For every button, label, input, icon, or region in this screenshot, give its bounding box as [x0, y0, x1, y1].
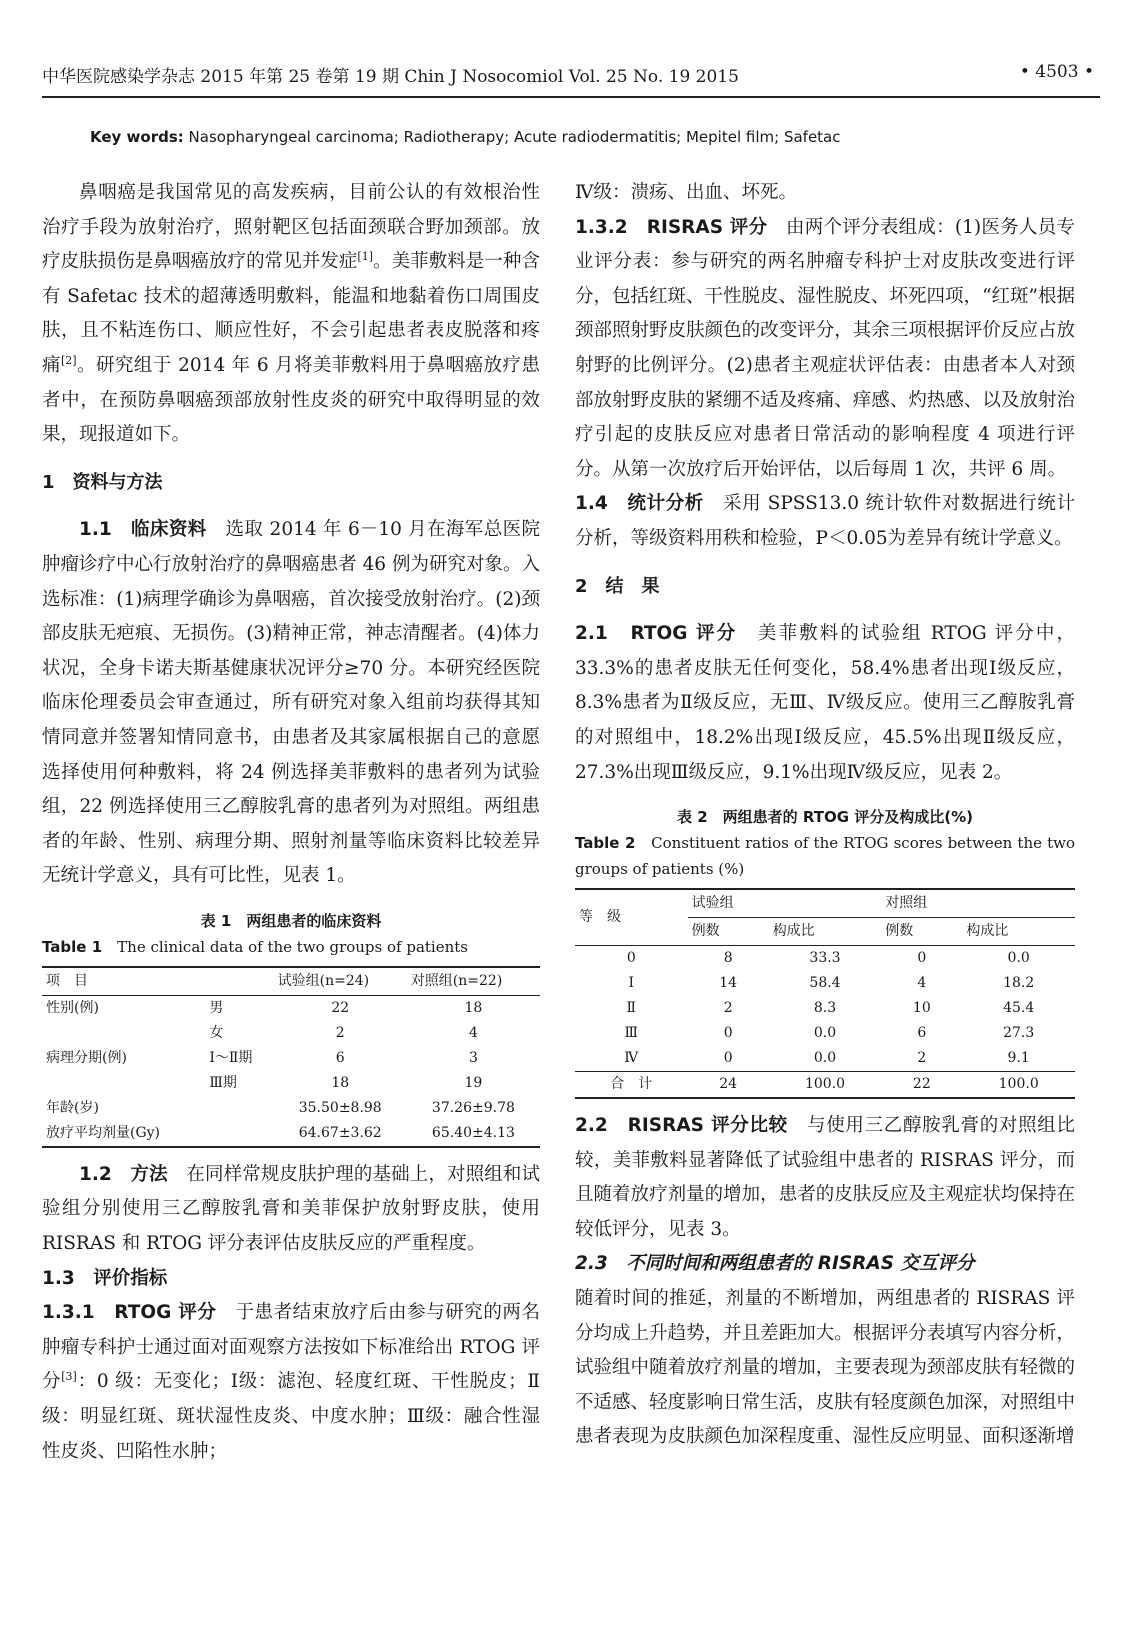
table-2-caption-en: Table 2 Constituent ratios of the RTOG scores between the two groups of patients (%)	[575, 834, 1075, 879]
section-1-heading: 1 资料与方法	[42, 471, 163, 493]
table-1-caption-cn: 表 1 两组患者的临床资料	[200, 911, 382, 930]
ref-1[interactable]: [1]	[357, 250, 373, 264]
table-2-header-pct: 构成比	[962, 918, 1075, 946]
table-1-caption-en: Table 1 The clinical data of the two groups of patients	[42, 937, 468, 956]
table-row: Ⅳ 0 0.0 2 9.1	[624, 1050, 1030, 1067]
keywords-label: Key words:	[90, 128, 184, 146]
section-1-2: 1.2 方法 在同样常规皮肤护理的基础上，对照组和试验组分别使用三乙醇胺乳膏和美菲保护放射野皮肤，使用 RISRAS 和 RTOG 评分表评估皮肤反应的严重程度。	[42, 1163, 540, 1255]
section-1-1-title: 1.1 临床资料	[79, 519, 207, 541]
section-2-2: 2.2 RISRAS 评分比较 与使用三乙醇胺乳膏的对照组比较，美菲敷料显著降低了试验组中患者的 RISRAS 评分，而且随着放疗剂量的增加，患者的皮肤反应及主观症状均保持在较低评分，见表 3。	[575, 1115, 1075, 1240]
table-row: 病理分期(例) Ⅰ～Ⅱ期 6 3	[46, 1049, 478, 1066]
section-1-3-1: 1.3.1 RTOG 评分 于患者结束放疗后由参与研究的两名肿瘤专科护士通过面对面观察方法按如下标准给出 RTOG 评分[3]：0 级：无变化；Ⅰ级：滤泡、轻度红斑、干性脱皮；Ⅱ级：明显红斑、斑状湿性皮炎、中度水肿；Ⅲ级：融合性湿性皮炎、凹陷性水肿；	[42, 1302, 540, 1462]
grade-continuation: Ⅳ级：溃疡、出血、坏死。	[575, 182, 797, 203]
page-number: • 4503 •	[1019, 62, 1094, 82]
table-row: 0 8 33.3 0 0.0	[626, 950, 1030, 967]
journal-citation: 中华医院感染学杂志 2015 年第 25 卷第 19 期 Chin J Nosocomiol Vol. 25 No. 19 2015	[42, 67, 739, 87]
table-row: 女 2 4	[209, 1024, 478, 1041]
table-2-header-grade: 等 级	[575, 889, 688, 946]
section-1-4-title: 1.4 统计分析	[575, 493, 704, 515]
running-header	[42, 56, 1100, 98]
table-2-caption-cn: 表 2 两组患者的 RTOG 评分及构成比(%)	[676, 808, 974, 827]
ref-2[interactable]: [2]	[60, 353, 77, 367]
section-1-3-1-title: 1.3.1 RTOG 评分	[42, 1302, 217, 1324]
table-1-header-item: 项 目	[42, 967, 274, 996]
table-row: 年龄(岁) 35.50±8.98 37.26±9.78	[46, 1099, 515, 1116]
section-2-1-title: 2.1 RTOG 评分	[575, 623, 738, 645]
left-column	[42, 176, 540, 1469]
section-1-4: 1.4 统计分析 采用 SPSS13.0 统计软件对数据进行统计分析，等级资料用秩和检验，P＜0.05为差异有统计学意义。	[575, 493, 1075, 549]
table-row: Ⅰ 14 58.4 4 18.2	[628, 975, 1035, 992]
section-1-1: 1.1 临床资料 选取 2014 年 6－10 月在海军总医院肿瘤诊疗中心行放射治疗的鼻咽癌患者 46 例为研究对象。入选标准：(1)病理学确诊为鼻咽癌，首次接受放射治疗。(2)颈部皮肤无疤痕、无损伤。(3)精神正常，神志清醒者。(4)体力状况，全身卡诺夫斯基健康状况评分≥70 分。本研究经医院临床伦理委员会审查通过，所有研究对象入组前均获得其知情同意并签署知情同意书，由患者及其家属根据自己的意愿选择使用何种敷料，将 24 例选择美菲敷料的患者列为试验组，22 例选择使用三乙醇胺乳膏的患者列为对照组。两组患者的年龄、性别、病理分期、照射剂量等临床资料比较差异无统计学意义，具有可比性，见表 1。	[42, 519, 540, 887]
table-row: Ⅱ 2 8.3 10 45.4	[626, 1000, 1035, 1017]
section-2-2-title: 2.2 RISRAS 评分比较	[575, 1115, 788, 1137]
table-1-header-ctl: 对照组(n=22)	[407, 967, 540, 996]
ref-3[interactable]: [3]	[61, 1370, 77, 1384]
section-2-3-title: 2.3 不同时间和两组患者的 RISRAS 交互评分	[575, 1253, 975, 1275]
table-1	[42, 966, 540, 1148]
section-1-2-title: 1.2 方法	[79, 1163, 168, 1185]
section-2-3: 2.3 不同时间和两组患者的 RISRAS 交互评分 随着时间的推延，剂量的不断增加，两组患者的 RISRAS 评分均成上升趋势，并且差距加大。根据评分表填写内容分析，试验组中随着放疗剂量的增加，主要表现为颈部皮肤有轻微的不适感、轻度影响日常生活，皮肤有轻度颜色加深，对照组中患者表现为皮肤颜色加深程度重、湿性反应明显、面积逐渐增	[575, 1253, 1075, 1448]
table-total-row: 合 计 24 100.0 22 100.0	[575, 1072, 1075, 1099]
table-1-header-exp: 试验组(n=24)	[274, 967, 407, 996]
section-1-3-heading: 1.3 评价指标	[42, 1267, 168, 1289]
table-row: Ⅲ 0 0.0 6 27.3	[624, 1025, 1035, 1042]
section-1-3-2: 1.3.2 RISRAS 评分 由两个评分表组成：(1)医务人员专业评分表：参与研究的两名肿瘤专科护士对皮肤改变进行评分，包括红斑、干性脱皮、湿性脱皮、坏死四项，“红斑”根据颈部照射野皮肤颜色的改变评分，其余三项根据评价反应占放射野的比例评分。(2)患者主观症状评估表：由患者本人对颈部放射野皮肤的紧绷不适及疼痛、痒感、灼热感、以及放射治疗引起的皮肤反应对患者日常活动的影响程度 4 项进行评分。从第一次放疗后开始评估，以后每周 1 次，共评 6 周。	[575, 216, 1075, 480]
table-row: 性别(例) 男 22 18	[46, 999, 483, 1016]
table-2-header-ctl: 对照组	[881, 889, 1075, 918]
table-2-header-pct: 构成比	[769, 918, 882, 946]
keywords	[90, 128, 1080, 146]
section-2-1: 2.1 RTOG 评分 美菲敷料的试验组 RTOG 评分中，33.3%的患者皮肤无任何变化，58.4%患者出现Ⅰ级反应，8.3%患者为Ⅱ级反应，无Ⅲ、Ⅳ级反应。使用三乙醇胺乳膏的对照组中，18.2%出现Ⅰ级反应，45.5%出现Ⅱ级反应，27.3%出现Ⅲ级反应，9.1%出现Ⅳ级反应，见表 2。	[575, 623, 1075, 783]
right-column	[575, 176, 1075, 1455]
table-row: 放疗平均剂量(Gy) 64.67±3.62 65.40±4.13	[42, 1121, 540, 1147]
table-2-header-exp: 试验组	[688, 889, 882, 918]
table-row: Ⅲ期 18 19	[209, 1074, 483, 1091]
table-2-header-n: 例数	[688, 918, 769, 946]
table-2-header-n: 例数	[881, 918, 962, 946]
section-2-heading: 2 结 果	[575, 575, 660, 597]
keywords-text: Nasopharyngeal carcinoma; Radiotherapy; Acute radiodermatitis; Mepitel film; Safetac	[188, 128, 841, 146]
table-2	[575, 888, 1075, 1099]
section-1-3-2-title: 1.3.2 RISRAS 评分	[575, 216, 768, 238]
intro-paragraph: 鼻咽癌是我国常见的高发疾病，目前公认的有效根治性治疗手段为放射治疗，照射靶区包括面颈联合野加颈部。放疗皮肤损伤是鼻咽癌放疗的常见并发症[1]。美菲敷料是一种含有 Safetac 技术的超薄透明敷料，能温和地黏着伤口周围皮肤，且不粘连伤口、顺应性好，不会引起患者表皮脱落和疼痛[2]。研究组于 2014 年 6 月将美菲敷料用于鼻咽癌放疗患者中，在预防鼻咽癌颈部放射性皮炎的研究中取得明显的效果，现报道如下。	[42, 182, 540, 446]
